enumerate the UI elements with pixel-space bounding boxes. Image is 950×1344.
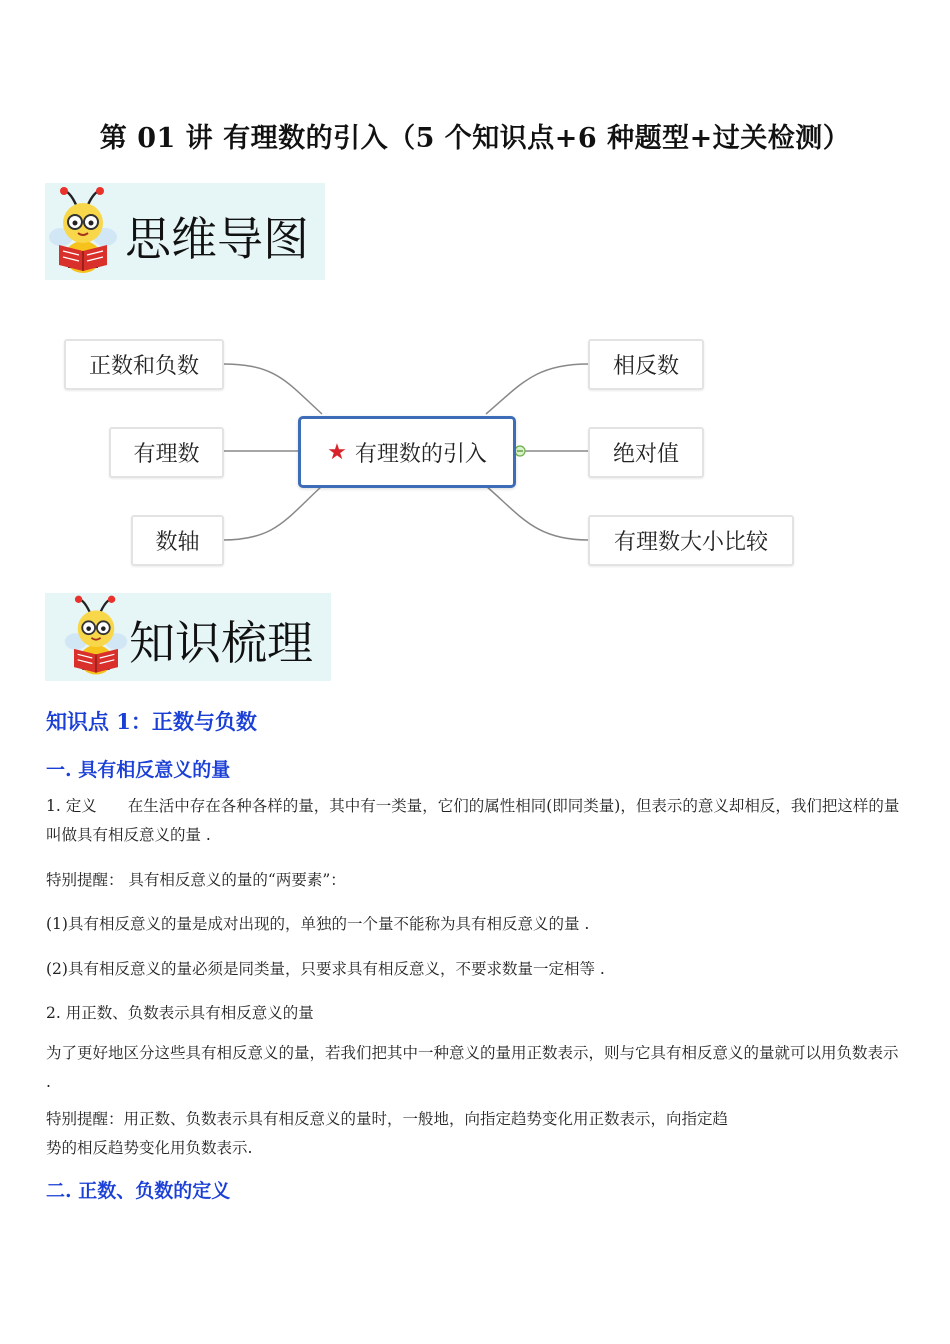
knowledge-banner xyxy=(45,593,331,681)
paragraph-special-note-1: 特别提醒： 具有相反意义的量的“两要素”： xyxy=(46,871,346,889)
mindmap-node-absolute-value: 绝对值 xyxy=(588,427,704,478)
mindmap-node-opposite-number: 相反数 xyxy=(588,339,704,390)
mindmap-banner-label: 思维导图 xyxy=(125,212,309,266)
paragraph-special-note-2-line-1: 特别提醒：用正数、负数表示具有相反意义的量时，一般地，向指定趋势变化用正数表示，向指定趋 xyxy=(46,1110,729,1128)
mindmap-node-positive-negative: 正数和负数 xyxy=(64,339,224,390)
document-title: 第 01 讲 有理数的引入（5 个知识点+6 种题型+过关检测） xyxy=(99,123,851,154)
subsection-heading-definitions: 二. 正数、负数的定义 xyxy=(46,1180,231,1202)
paragraph-point-2: (2)具有相反意义的量必须是同类量，只要求具有相反意义，不要求数量一定相等 . xyxy=(46,960,605,978)
subsection-heading-opposite-quantities: 一. 具有相反意义的量 xyxy=(46,759,231,781)
star-icon: ★ xyxy=(327,439,347,465)
paragraph-special-note-2-line-2: 势的相反趋势变化用负数表示. xyxy=(46,1139,253,1157)
mindmap-center-node: ★ 有理数的引入 xyxy=(298,416,516,488)
mindmap-node-number-line: 数轴 xyxy=(131,515,224,566)
knowledge-banner-label: 知识梳理 xyxy=(129,616,313,670)
mindmap-node-comparison: 有理数大小比较 xyxy=(588,515,794,566)
section-heading-knowledge-point-1: 知识点 1：正数与负数 xyxy=(46,709,257,734)
paragraph-definition: 1. 定义 在生活中存在各种各样的量，其中有一类量，它们的属性相同(即同类量)，但表示的意义却相反，我们把这样的量叫做具有相反意义的量 . xyxy=(46,797,900,844)
paragraph-point-1: (1)具有相反意义的量是成对出现的，单独的一个量不能称为具有相反意义的量 . xyxy=(46,915,590,933)
paragraph-distinguish: 为了更好地区分这些具有相反意义的量，若我们把其中一种意义的量用正数表示，则与它具有相反意义的量就可以用负数表示 . xyxy=(46,1044,899,1091)
paragraph-section-2: 2. 用正数、负数表示具有相反意义的量 xyxy=(46,1004,314,1022)
mindmap-connectors xyxy=(0,0,950,600)
bee-reading-icon xyxy=(63,593,129,679)
mindmap-node-rational-number: 有理数 xyxy=(109,427,224,478)
